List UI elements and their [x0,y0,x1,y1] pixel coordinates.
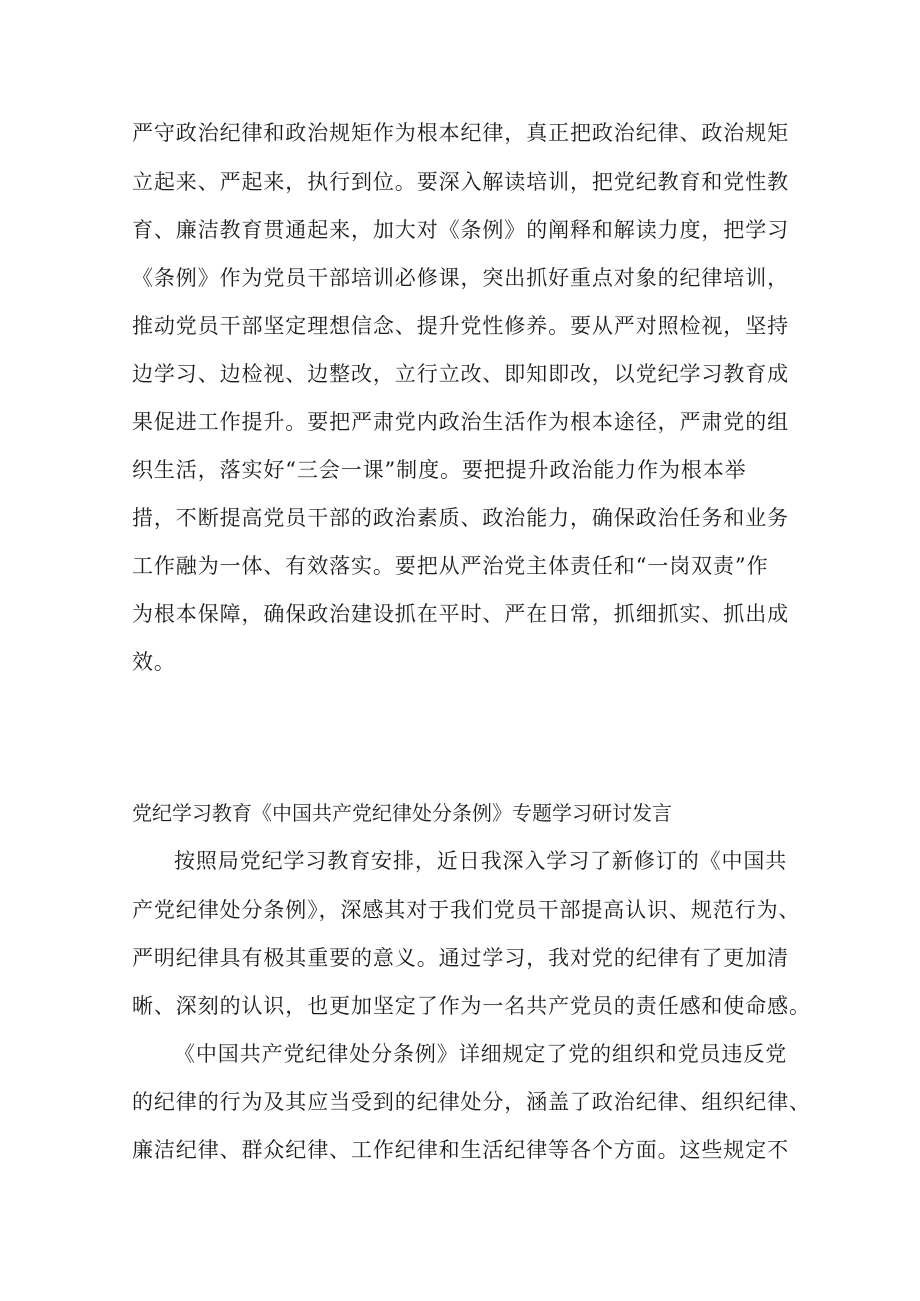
paragraph-line: 严明纪律具有极其重要的意义。通过学习，我对党的纪律有了更加清 [132,946,789,970]
paragraph-line: 的纪律的行为及其应当受到的纪律处分，涵盖了政治纪律、组织纪律、 [132,1090,811,1114]
paragraph-line: 产党纪律处分条例》，深感其对于我们党员干部提高认识、规范行为、 [132,898,801,922]
paragraph-line: 果促进工作提升。要把严肃党内政治生活作为根本途径，严肃党的组 [132,410,789,434]
paragraph-line: 育、廉洁教育贯通起来，加大对《条例》的阐释和解读力度，把学习 [132,218,789,242]
paragraph-line: 严守政治纪律和政治规矩作为根本纪律，真正把政治纪律、政治规矩 [132,121,789,145]
paragraph-line: 措，不断提高党员干部的政治素质、政治能力，确保政治任务和业务 [132,506,789,530]
paragraph-line: 《中国共产党纪律处分条例》详细规定了党的组织和党员违反党 [174,1042,788,1066]
article-title: 党纪学习教育《中国共产党纪律处分条例》专题学习研讨发言 [132,801,672,825]
paragraph-line: 按照局党纪学习教育安排，近日我深入学习了新修订的《中国共 [174,849,788,873]
paragraph-line: 织生活，落实好“三会一课”制度。要把提升政治能力作为根本举 [132,458,747,482]
paragraph-line: 效。 [132,650,176,674]
paragraph-line: 晰、深刻的认识，也更加坚定了作为一名共产党员的责任感和使命感。 [132,994,811,1018]
paragraph-line: 边学习、边检视、边整改，立行立改、即知即改，以党纪学习教育成 [132,362,789,386]
paragraph-line: 立起来、严起来，执行到位。要深入解读培训，把党纪教育和党性教 [132,170,789,194]
paragraph-line: 廉洁纪律、群众纪律、工作纪律和生活纪律等各个方面。这些规定不 [132,1138,789,1162]
paragraph-line: 为根本保障，确保政治建设抓在平时、严在日常，抓细抓实、抓出成 [132,602,789,626]
paragraph-line: 工作融为一体、有效落实。要把从严治党主体责任和“一岗双责”作 [132,554,769,578]
paragraph-line: 推动党员干部坚定理想信念、提升党性修养。要从严对照检视，坚持 [132,314,789,338]
paragraph-line: 《条例》作为党员干部培训必修课，突出抓好重点对象的纪律培训， [132,266,789,290]
